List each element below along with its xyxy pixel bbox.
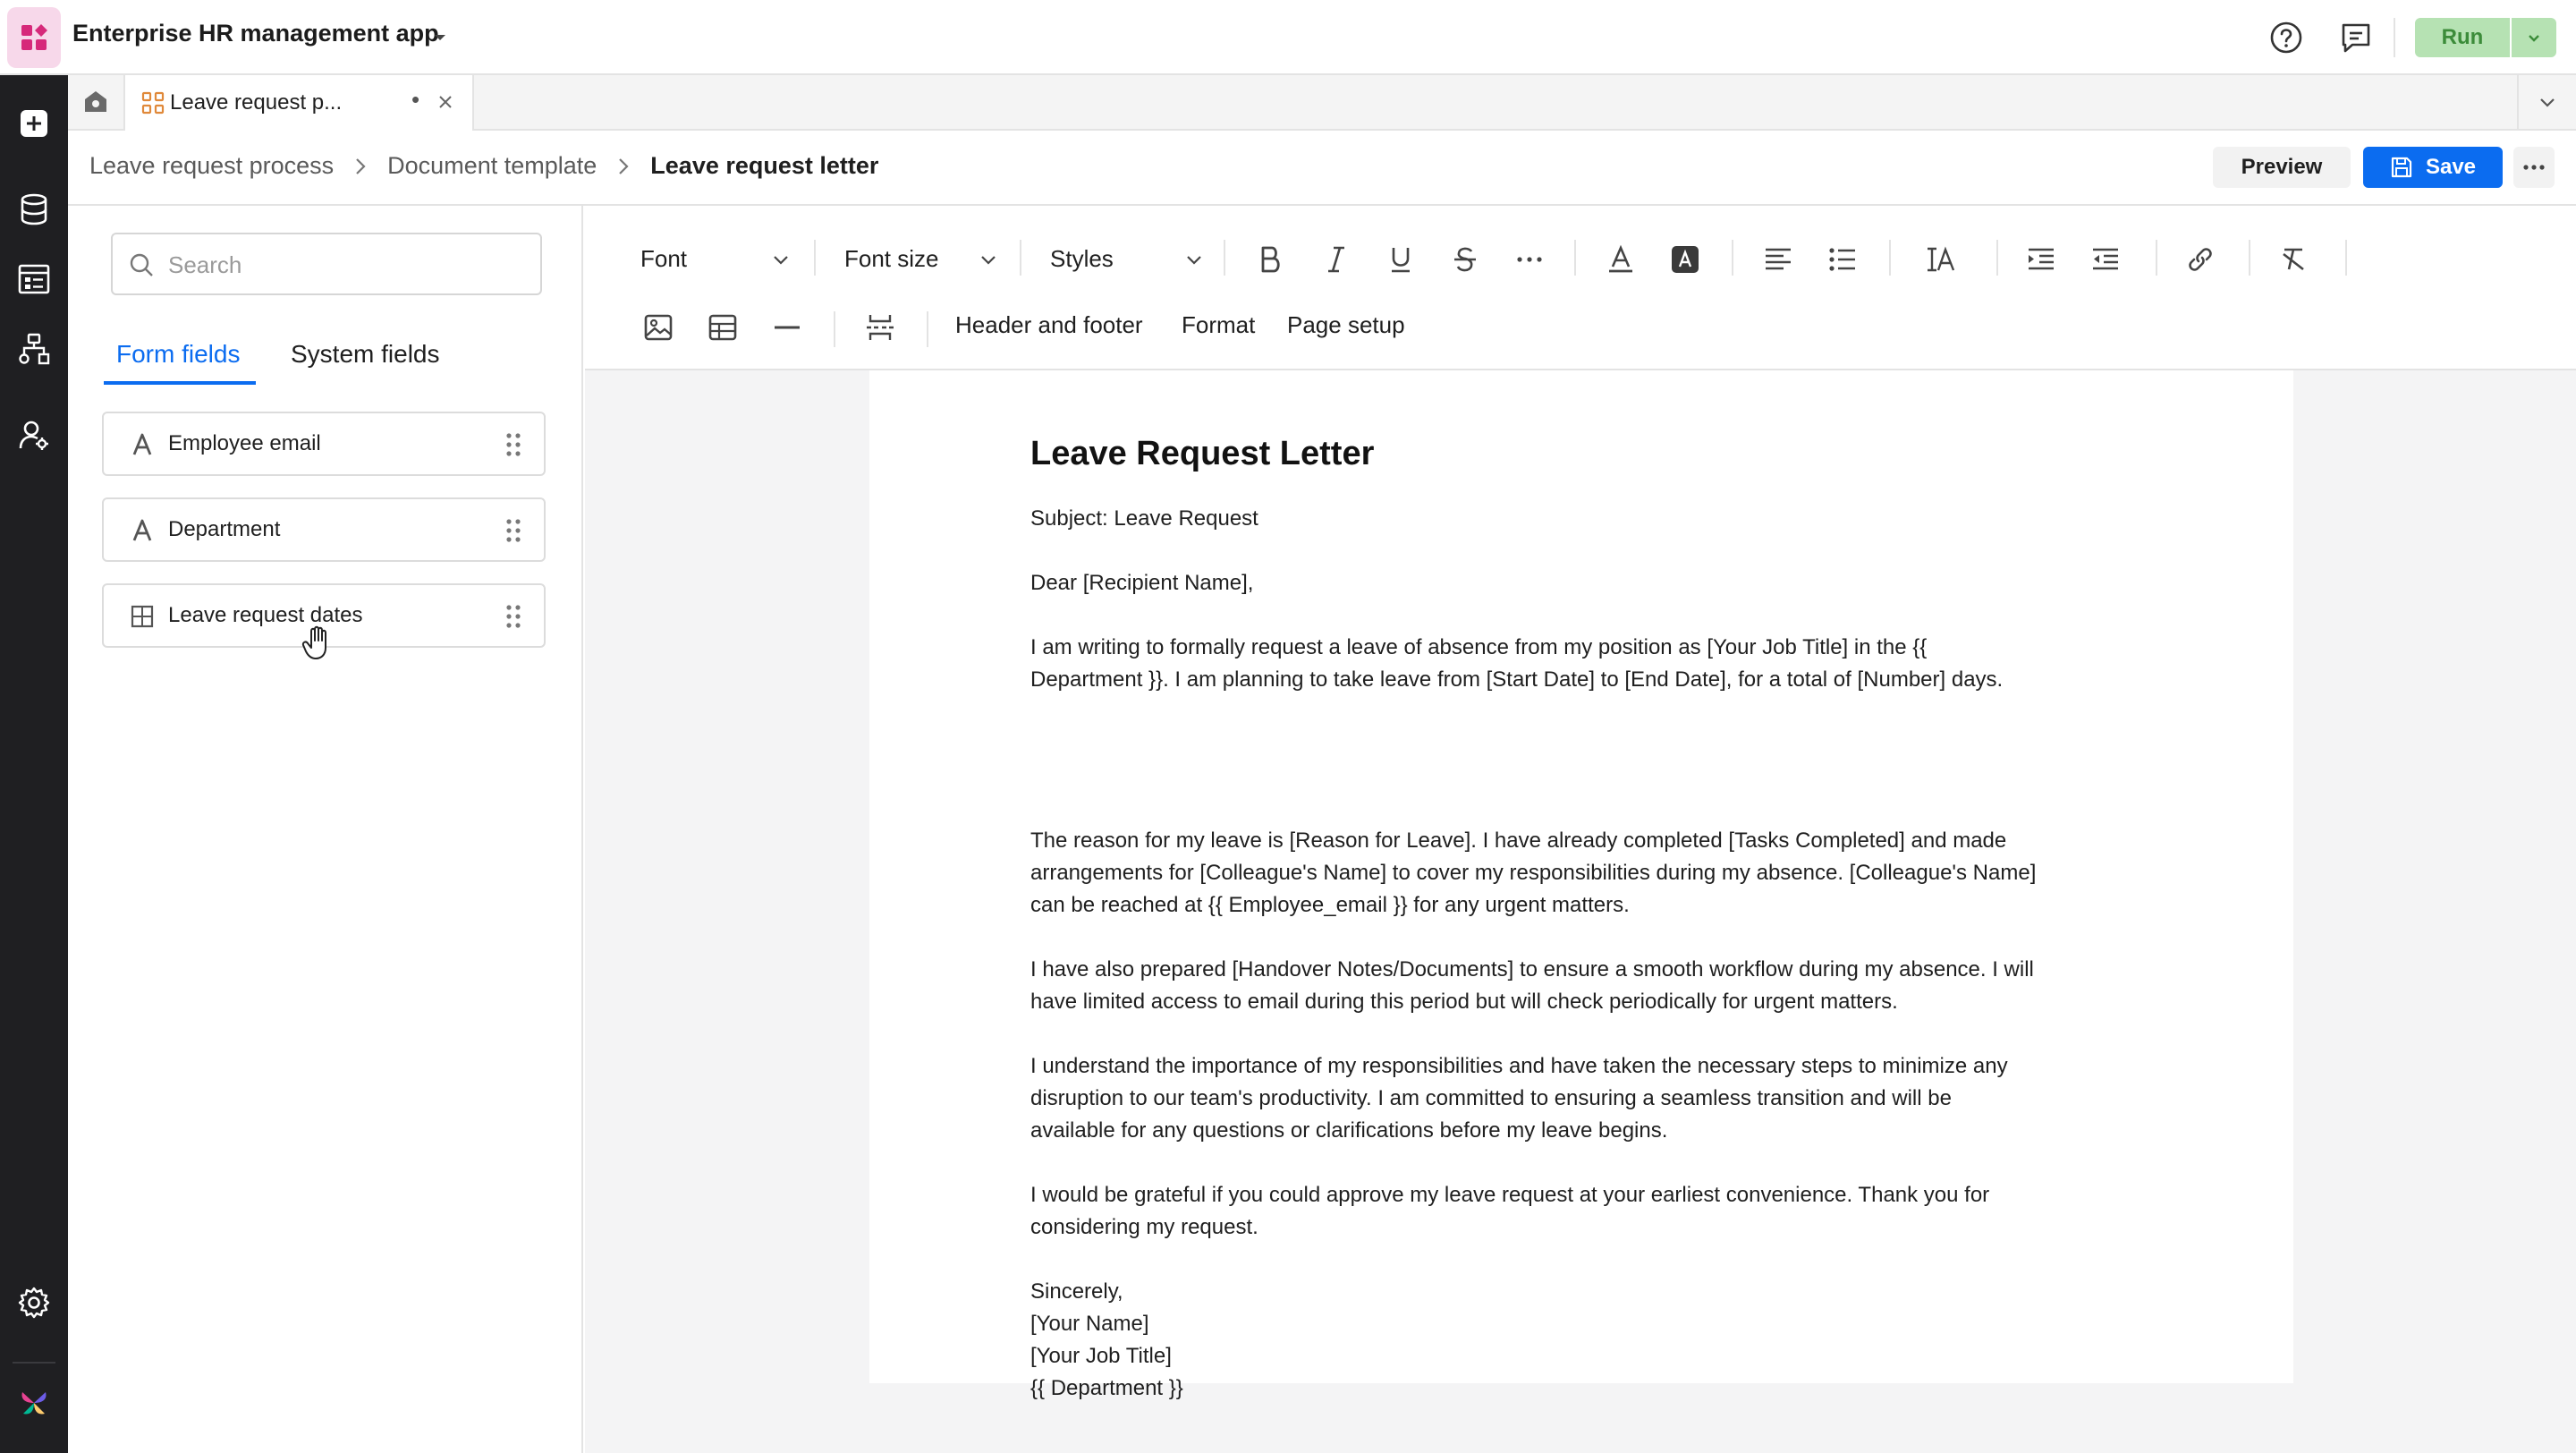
document-canvas: [585, 370, 2576, 1453]
divider: [13, 1362, 55, 1364]
divider: [1996, 240, 1998, 276]
indent-increase-icon[interactable]: [2021, 240, 2061, 279]
drag-handle-icon[interactable]: [504, 431, 522, 458]
strikethrough-icon[interactable]: [1445, 240, 1485, 279]
document-paragraph[interactable]: I understand the importance of my responsibilities and have taken the necessary steps to minimize any disruption to our team's productivity. I am committed to ensuring a seamless transition and will be available for any questions or clarifications before my leave begins.: [1030, 1054, 2008, 1143]
divider: [2156, 240, 2157, 276]
icon-rail: [0, 75, 68, 1453]
insert-image-icon[interactable]: [639, 308, 678, 347]
divider: [1889, 240, 1891, 276]
header-and-footer-menu[interactable]: Header and footer: [955, 311, 1143, 338]
search-icon: [129, 252, 154, 277]
breadcrumb-item-template[interactable]: Document template: [387, 152, 597, 179]
database-icon[interactable]: [16, 191, 52, 227]
chevron-down-icon: [1184, 251, 1204, 270]
chevron-down-icon[interactable]: [2517, 75, 2576, 129]
divider: [1732, 240, 1733, 276]
plus-icon[interactable]: [16, 106, 52, 141]
field-employee-email[interactable]: [102, 412, 546, 476]
process-icon: [141, 91, 165, 115]
preview-button[interactable]: Preview: [2213, 147, 2351, 188]
close-icon[interactable]: [436, 93, 454, 111]
save-button[interactable]: [2363, 147, 2503, 188]
document-subject[interactable]: Subject: Leave Request: [1030, 506, 1258, 531]
styles-select-label: Styles: [1050, 244, 1114, 272]
underline-icon[interactable]: [1381, 240, 1420, 279]
divider: [2394, 18, 2395, 57]
run-button-group: [2415, 18, 2556, 57]
app-title[interactable]: Enterprise HR management app: [72, 20, 439, 47]
tab-system-fields[interactable]: System fields: [291, 340, 440, 368]
field-label: Leave request dates: [168, 603, 363, 627]
tab-form-fields[interactable]: Form fields: [116, 340, 241, 368]
text-field-icon: [131, 433, 154, 456]
search-input[interactable]: [166, 236, 528, 293]
drag-handle-icon[interactable]: [504, 517, 522, 544]
chevron-right-icon: [616, 157, 631, 176]
insert-table-icon[interactable]: [703, 308, 742, 347]
editor-toolbar: [585, 206, 2576, 370]
save-icon: [2390, 156, 2413, 179]
document-paragraph[interactable]: The reason for my leave is [Reason for Leave]. I have already completed [Tasks Completed] and made arrangements for [Colleague's Name] to cover my responsibilities during my absence. [Colleague's Name] can be reached at {{ Employee_email }} for any urgent matters.: [1030, 828, 2037, 917]
font-select-label: Font: [640, 244, 688, 272]
top-bar: [0, 0, 2576, 75]
chevron-down-icon[interactable]: [429, 27, 451, 48]
divider: [1224, 240, 1225, 276]
divider: [814, 240, 816, 276]
user-settings-icon[interactable]: [16, 417, 52, 453]
save-label: Save: [2425, 155, 2477, 179]
highlight-color-icon[interactable]: [1665, 240, 1705, 279]
list-icon[interactable]: [1823, 240, 1862, 279]
app-logo-icon[interactable]: [7, 7, 61, 68]
bold-icon[interactable]: [1250, 240, 1290, 279]
document-paragraph[interactable]: I am writing to formally request a leave of absence from my position as [Your Job Title] in the {{ Department }}. I am planning to take leave from [Start Date] to [End Date], for a total of [Number] days.: [1030, 635, 2004, 692]
font-select[interactable]: [640, 236, 792, 281]
document-paragraph[interactable]: I have also prepared [Handover Notes/Documents] to ensure a smooth workflow during my absence. I will have limited access to email during this period but will check periodically for urgent matters.: [1030, 957, 2034, 1014]
document-closing[interactable]: Sincerely, [Your Name] [Your Job Title] {{ Department }}: [1030, 1279, 1183, 1400]
more-options-icon[interactable]: [2513, 147, 2555, 188]
divider: [927, 311, 928, 347]
chevron-right-icon: [353, 157, 368, 176]
help-icon[interactable]: [2267, 18, 2306, 57]
font-size-select[interactable]: [844, 236, 1005, 281]
breadcrumb: [89, 152, 878, 180]
format-menu[interactable]: Format: [1182, 311, 1256, 338]
styles-select[interactable]: [1050, 236, 1220, 281]
link-icon[interactable]: [2181, 240, 2220, 279]
text-field-icon: [131, 519, 154, 542]
page-break-icon[interactable]: [860, 308, 900, 347]
breadcrumb-item-process[interactable]: Leave request process: [89, 152, 335, 179]
document-greeting[interactable]: Dear [Recipient Name],: [1030, 571, 1254, 595]
tab-leave-request-process[interactable]: [125, 75, 474, 131]
breadcrumb-current: Leave request letter: [650, 152, 879, 179]
chevron-down-icon: [979, 251, 998, 270]
document-page[interactable]: [869, 370, 2293, 1400]
more-formatting-icon[interactable]: [1510, 240, 1549, 279]
workflow-icon[interactable]: [16, 331, 52, 367]
search-box[interactable]: [111, 233, 542, 295]
active-tab-indicator: [104, 381, 256, 385]
run-button[interactable]: Run: [2415, 18, 2510, 57]
home-icon[interactable]: [68, 75, 125, 129]
tab-bar: [68, 75, 2576, 131]
document-title[interactable]: Leave Request Letter: [1030, 435, 1375, 472]
fields-panel: [68, 206, 583, 1453]
font-size-select-label: Font size: [844, 244, 939, 272]
field-label: Employee email: [168, 431, 321, 455]
gear-icon[interactable]: [16, 1285, 52, 1321]
clear-formatting-icon[interactable]: [2274, 240, 2313, 279]
text-color-icon[interactable]: [1601, 240, 1640, 279]
tab-label: Leave request p...: [170, 90, 343, 115]
form-icon[interactable]: [16, 261, 52, 297]
divider: [2249, 240, 2250, 276]
italic-icon[interactable]: [1317, 240, 1356, 279]
indent-decrease-icon[interactable]: [2086, 240, 2125, 279]
field-label: Department: [168, 517, 281, 541]
divider: [1020, 240, 1021, 276]
divider: [2345, 240, 2347, 276]
comment-icon[interactable]: [2336, 18, 2376, 57]
hand-cursor-icon: [301, 625, 335, 662]
document-paragraph[interactable]: I would be grateful if you could approve my leave request at your earliest convenience. Thank you for considering my request.: [1030, 1183, 1990, 1239]
run-options-chevron-icon[interactable]: [2510, 18, 2556, 57]
table-field-icon: [131, 605, 154, 628]
chevron-down-icon: [771, 251, 791, 270]
divider: [1574, 240, 1576, 276]
divider: [834, 311, 835, 347]
drag-handle-icon[interactable]: [504, 603, 522, 630]
horizontal-rule-icon[interactable]: [767, 308, 807, 347]
field-department[interactable]: [102, 497, 546, 562]
brand-logo-icon[interactable]: [16, 1385, 52, 1421]
page-setup-menu[interactable]: Page setup: [1287, 311, 1405, 338]
text-size-icon[interactable]: [1921, 240, 1961, 279]
align-left-icon[interactable]: [1758, 240, 1798, 279]
unsaved-indicator: •: [411, 86, 420, 113]
